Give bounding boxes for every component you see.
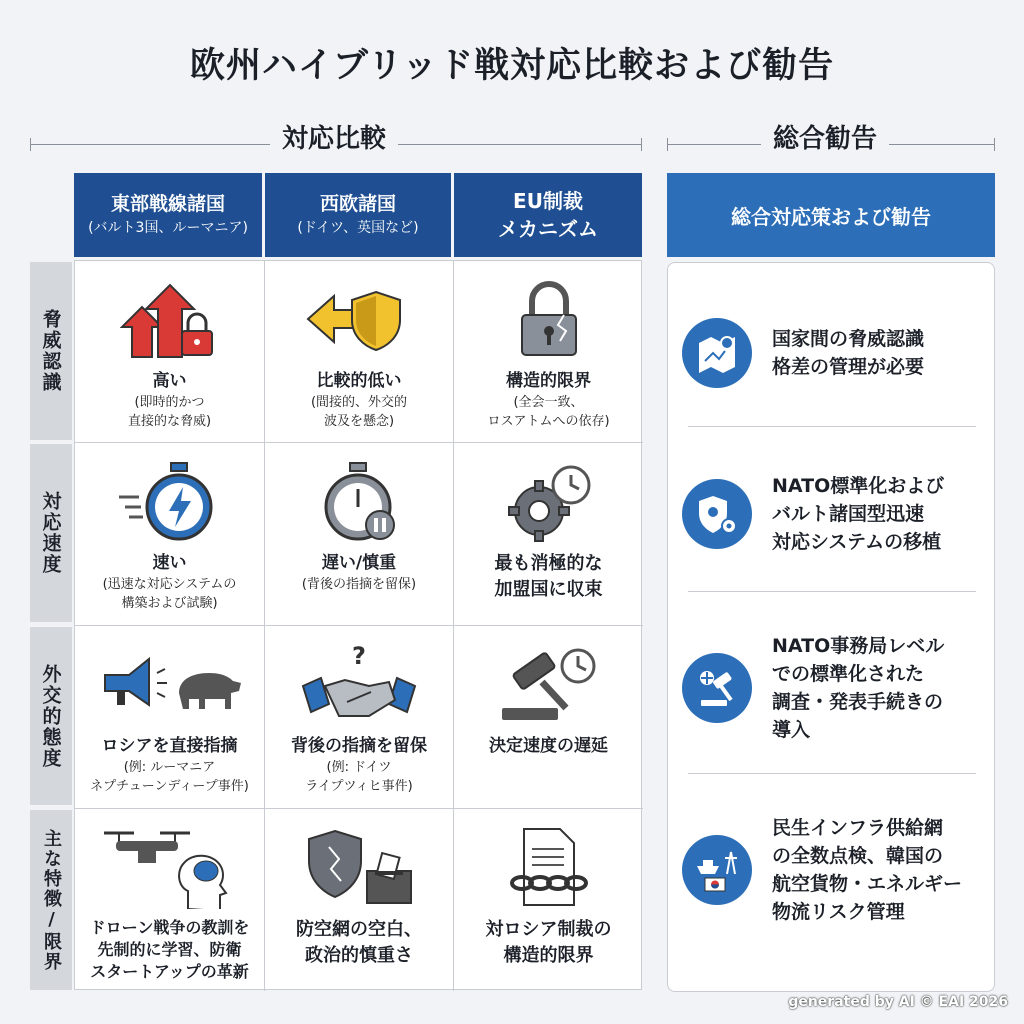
recommendation-item: NATO事務局レベル での標準化された 調査・発表手続きの 導入: [668, 603, 996, 773]
stopwatch-lightning-icon: [90, 453, 250, 549]
recommendation-item: NATO標準化および バルト諸国型迅速 対応システムの移植: [668, 439, 996, 589]
divider: [688, 591, 976, 592]
drone-brain-icon: [90, 819, 250, 915]
arrow-left-shield-icon: [279, 271, 439, 367]
cell-speed-western: 遅い/慎重 (背後の指摘を留保): [265, 443, 454, 626]
cell-threat-western: 比較的低い (間接的、外交的 波及を懸念): [265, 261, 454, 443]
cell-features-eu: 対ロシア制裁の 構造的限界: [454, 809, 643, 991]
cell-speed-eastern: 速い (迅速な対応システムの 構築および試験): [75, 443, 265, 626]
megaphone-bear-icon: [90, 636, 250, 732]
row-label-diplomacy: 外交的態度: [30, 627, 72, 805]
cell-speed-eu: 最も消極的な 加盟国に収束: [454, 443, 643, 626]
cell-diplomacy-eastern: ロシアを直接指摘 (例: ルーマニア ネプチューンディープ事件): [75, 626, 265, 809]
ship-pylon-flag-icon: [682, 835, 752, 905]
row-label-features: 主な特徴/限界: [30, 810, 72, 990]
footer-credit: generated by AI © EAI 2026: [788, 994, 1008, 1010]
shield-gear-icon: [682, 479, 752, 549]
cell-threat-eastern: 高い (即時的かつ 直接的な脅威): [75, 261, 265, 443]
column-header-eu-title: EU制裁 メカニズム: [498, 189, 598, 241]
recommendation-item: 国家間の脅威認識 格差の管理が必要: [668, 293, 996, 413]
cell-diplomacy-eu: 決定速度の遅延: [454, 626, 643, 809]
cell-diplomacy-western: ? 背後の指摘を留保 (例: ドイツ ライプツィヒ事件): [265, 626, 454, 809]
map-pin-icon: [682, 318, 752, 388]
stopwatch-pause-icon: [279, 453, 439, 549]
comparison-grid: [74, 260, 642, 990]
broken-padlock-icon: [469, 271, 629, 367]
recommendation-item: 民生インフラ供給網 の全数点検、韓国の 航空貨物・エネルギー 物流リスク管理: [668, 785, 996, 955]
recommendation-section-heading: [667, 118, 995, 154]
cracked-shield-ballot-icon: [279, 819, 439, 915]
recommendation-panel: [667, 262, 995, 992]
arrows-up-lock-icon: [90, 271, 250, 367]
gear-clock-icon: [469, 453, 629, 549]
cell-features-western: 防空網の空白、 政治的慎重さ: [265, 809, 454, 991]
comparison-section-heading: [30, 118, 642, 154]
column-header-western: 西欧諸国 (ドイツ、英国など): [265, 173, 451, 257]
document-chain-icon: [469, 819, 629, 915]
divider: [688, 773, 976, 774]
recommendation-header: 総合対応策および勧告: [667, 173, 995, 257]
row-label-threat: 脅威認識: [30, 262, 72, 440]
gavel-clock-icon: [469, 636, 629, 732]
cell-threat-eu: 構造的限界 (全会一致、 ロスアトムへの依存): [454, 261, 643, 443]
divider: [688, 426, 976, 427]
handshake-question-icon: [279, 636, 439, 732]
column-header-eu: [454, 173, 642, 257]
column-header-eastern: 東部戦線諸国 (バルト3国、ルーマニア): [74, 173, 262, 257]
comparison-section-label: 対応比較: [270, 118, 398, 155]
recommendation-section-label: 総合勧告: [761, 118, 889, 155]
svg-text:?: ?: [352, 642, 366, 670]
gavel-nato-icon: [682, 653, 752, 723]
cell-features-eastern: ドローン戦争の教訓を 先制的に学習、防衛 スタートアップの革新: [75, 809, 265, 991]
page-title: 欧州ハイブリッド戦対応比較および勧告: [189, 46, 835, 86]
row-label-speed: 対応速度: [30, 444, 72, 622]
